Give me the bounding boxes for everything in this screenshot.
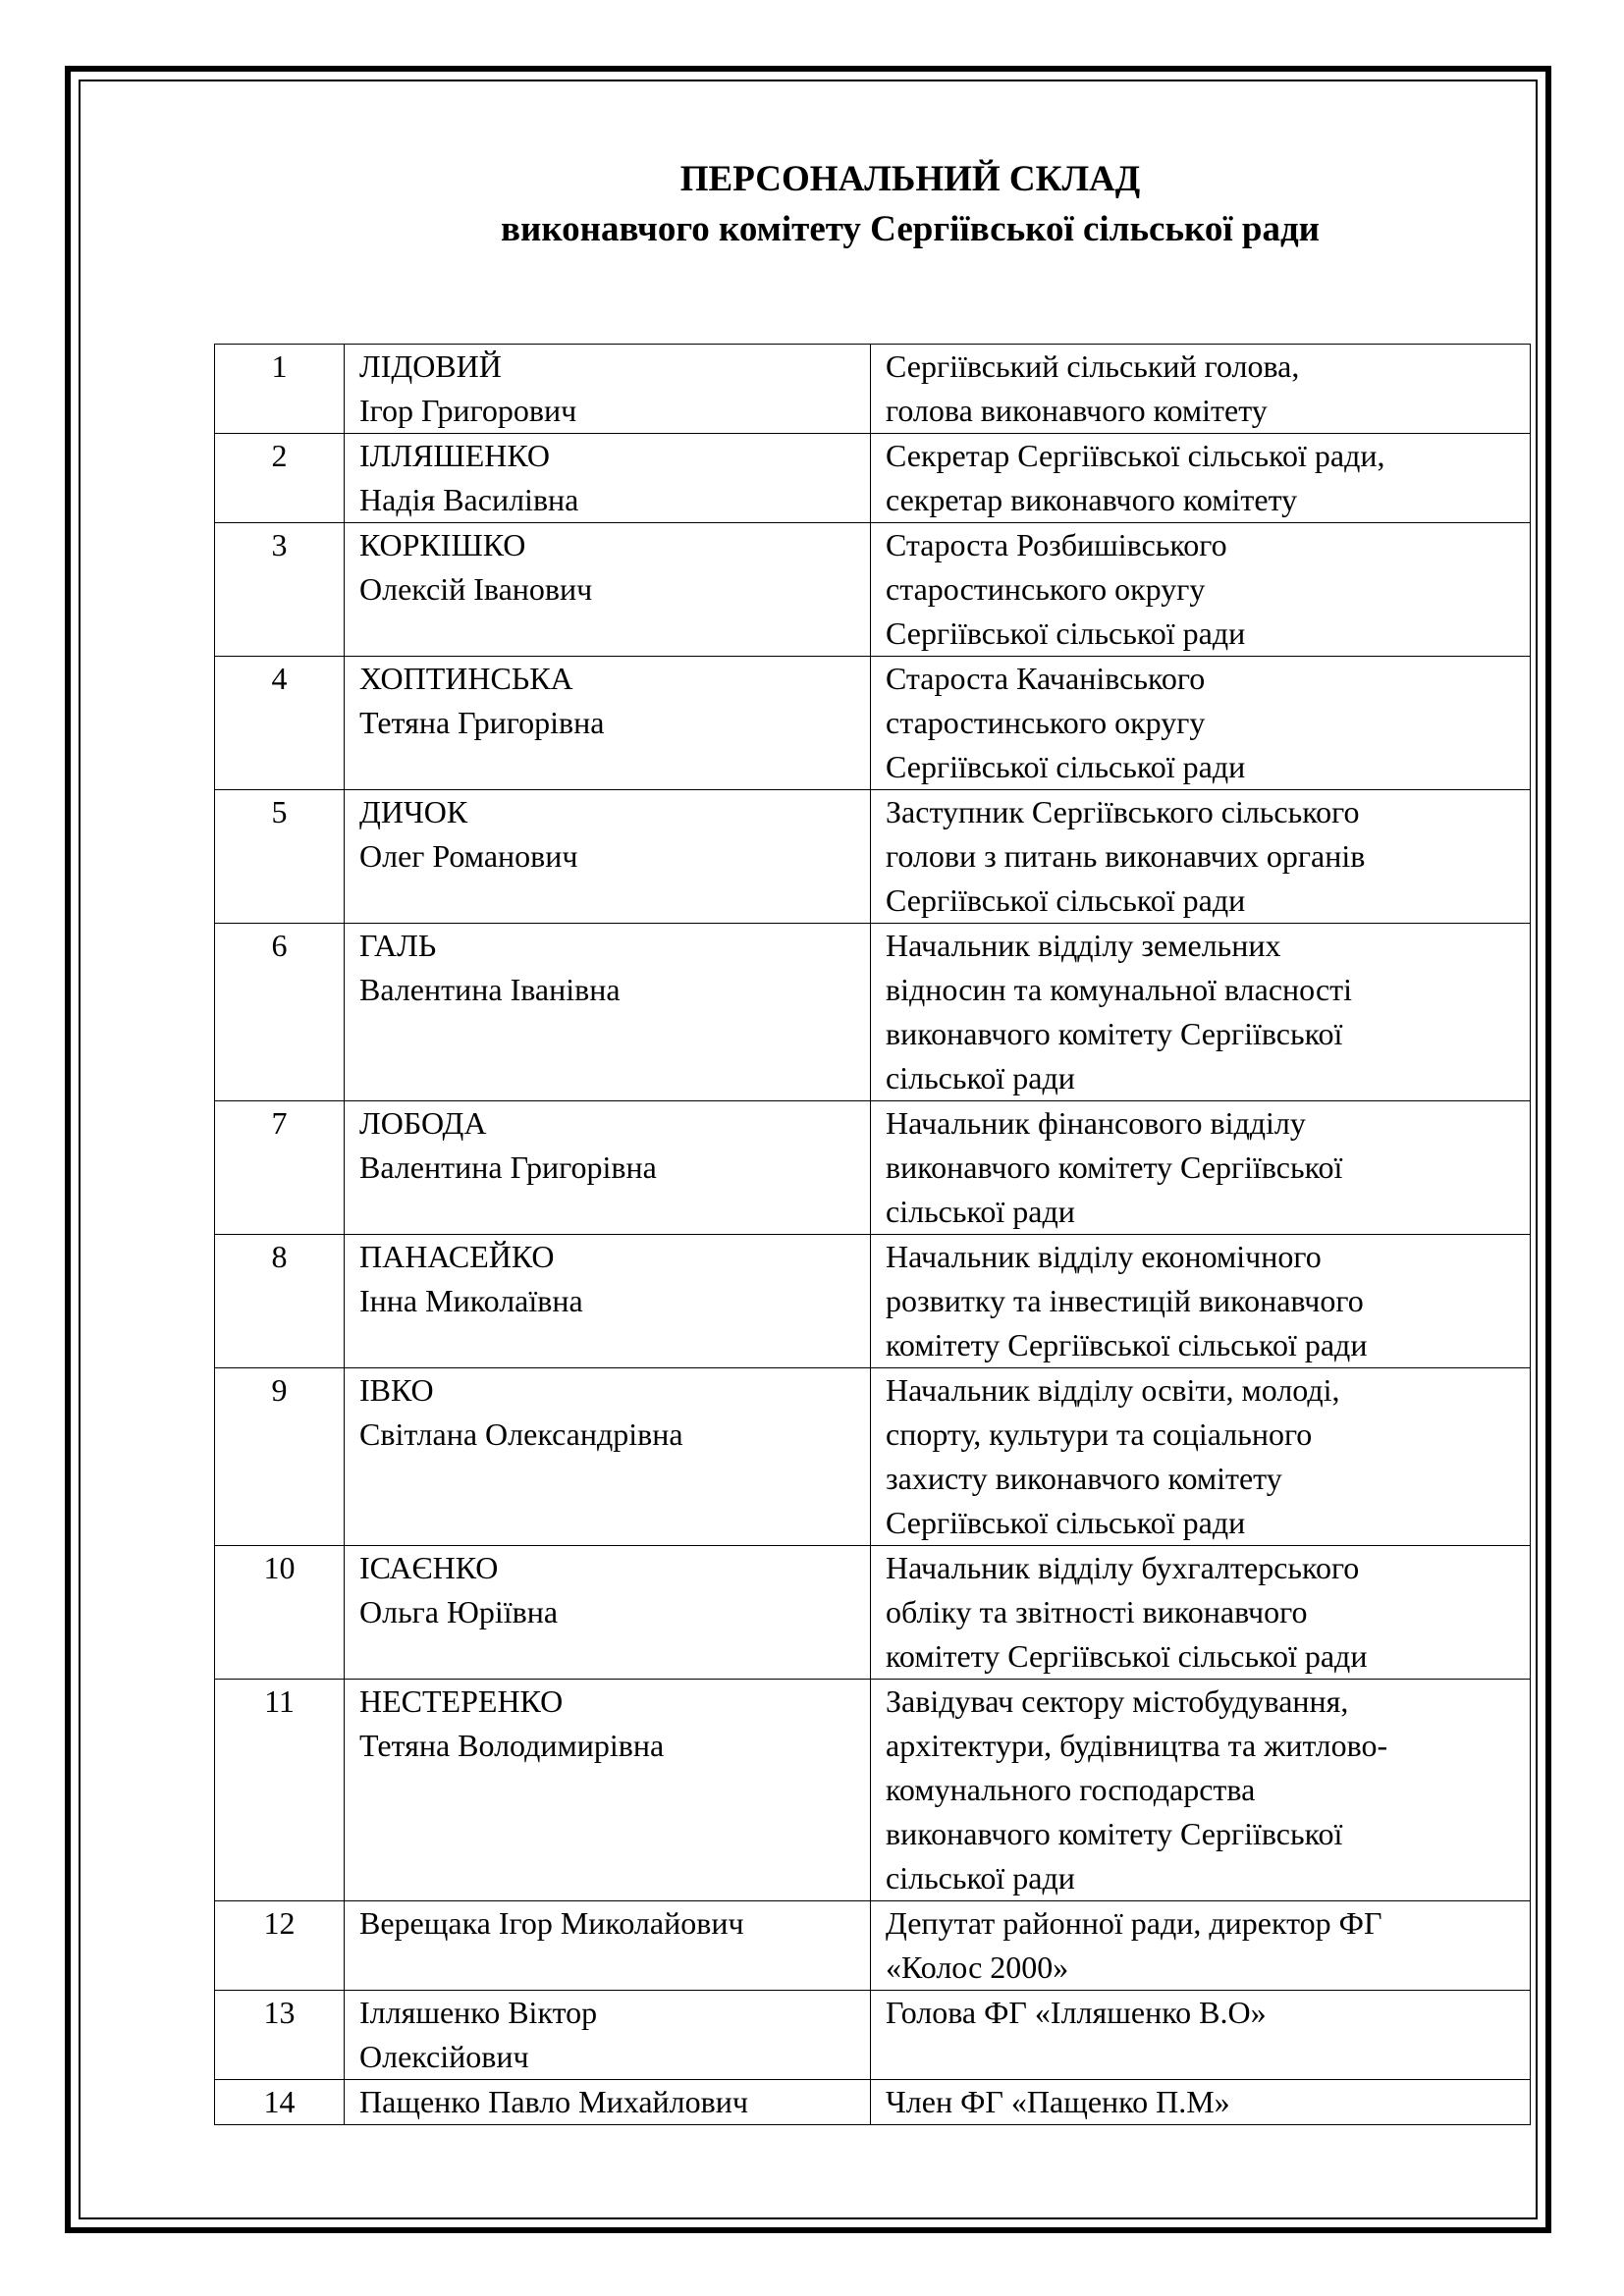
row-number: 5 <box>215 790 345 924</box>
member-position: Начальник фінансового відділу виконавчого комітету Сергіївської сільської ради <box>871 1101 1531 1235</box>
member-position: Заступник Сергіївського сільського голови з питань виконавчих органів Сергіївської сільської ради <box>871 790 1531 924</box>
member-position: Начальник відділу освіти, молоді, спорту, культури та соціального захисту виконавчого комітету Сергіївської сільської ради <box>871 1368 1531 1546</box>
row-number: 1 <box>215 345 345 434</box>
member-position: Член ФГ «Пащенко П.М» <box>871 2080 1531 2125</box>
row-number: 14 <box>215 2080 345 2125</box>
member-name: ГАЛЬ Валентина Іванівна <box>345 924 871 1101</box>
table-row <box>215 1235 1531 1368</box>
member-position: Депутат районної ради, директор ФГ «Колос 2000» <box>871 1901 1531 1991</box>
member-position: Староста Качанівського старостинського округу Сергіївської сільської ради <box>871 657 1531 790</box>
member-name: ІЛЛЯШЕНКО Надія Василівна <box>345 434 871 523</box>
member-name: Верещака Ігор Миколайович <box>345 1901 871 1991</box>
row-number: 4 <box>215 657 345 790</box>
row-number: 12 <box>215 1901 345 1991</box>
member-name: ПАНАСЕЙКО Інна Миколаївна <box>345 1235 871 1368</box>
member-name: ХОПТИНСЬКА Тетяна Григорівна <box>345 657 871 790</box>
member-position: Завідувач сектору містобудування, архітектури, будівництва та житлово- комунального господарства виконавчого комітету Сергіївської сільської ради <box>871 1680 1531 1901</box>
row-number: 6 <box>215 924 345 1101</box>
table-row <box>215 1101 1531 1235</box>
member-position: Сергіївський сільський голова, голова виконавчого комітету <box>871 345 1531 434</box>
member-position: Начальник відділу бухгалтерського обліку та звітності виконавчого комітету Сергіївської сільської ради <box>871 1546 1531 1680</box>
member-name: НЕСТЕРЕНКО Тетяна Володимирівна <box>345 1680 871 1901</box>
table-row <box>215 1546 1531 1680</box>
member-name: ІСАЄНКО Ольга Юріївна <box>345 1546 871 1680</box>
table-row <box>215 1991 1531 2080</box>
table-row <box>215 1901 1531 1991</box>
document-title: ПЕРСОНАЛЬНИЙ СКЛАД <box>679 159 1141 199</box>
member-name: ДИЧОК Олег Романович <box>345 790 871 924</box>
member-position: Начальник відділу земельних відносин та комунальної власності виконавчого комітету Сергіївської сільської ради <box>871 924 1531 1101</box>
table-row <box>215 1368 1531 1546</box>
table-row <box>215 790 1531 924</box>
member-position: Голова ФГ «Ілляшенко В.О» <box>871 1991 1531 2080</box>
row-number: 11 <box>215 1680 345 1901</box>
document-subtitle: виконавчого комітету Сергіївської сільської ради <box>501 209 1320 249</box>
member-name: Ілляшенко Віктор Олексійович <box>345 1991 871 2080</box>
table-row <box>215 345 1531 434</box>
table-row <box>215 657 1531 790</box>
row-number: 9 <box>215 1368 345 1546</box>
member-position: Староста Розбишівського старостинського округу Сергіївської сільської ради <box>871 523 1531 657</box>
member-name: ЛОБОДА Валентина Григорівна <box>345 1101 871 1235</box>
row-number: 7 <box>215 1101 345 1235</box>
table-row <box>215 924 1531 1101</box>
table-row <box>215 434 1531 523</box>
row-number: 3 <box>215 523 345 657</box>
row-number: 2 <box>215 434 345 523</box>
row-number: 10 <box>215 1546 345 1680</box>
member-position: Начальник відділу економічного розвитку та інвестицій виконавчого комітету Сергіївської сільської ради <box>871 1235 1531 1368</box>
member-name: ЛІДОВИЙ Ігор Григорович <box>345 345 871 434</box>
table-row <box>215 1680 1531 1901</box>
member-name: Пащенко Павло Михайлович <box>345 2080 871 2125</box>
member-name: КОРКІШКО Олексій Іванович <box>345 523 871 657</box>
member-name: ІВКО Світлана Олександрівна <box>345 1368 871 1546</box>
table-row <box>215 523 1531 657</box>
table-row <box>215 2080 1531 2125</box>
staff-table <box>214 344 1531 2125</box>
member-position: Секретар Сергіївської сільської ради, секретар виконавчого комітету <box>871 434 1531 523</box>
row-number: 13 <box>215 1991 345 2080</box>
row-number: 8 <box>215 1235 345 1368</box>
